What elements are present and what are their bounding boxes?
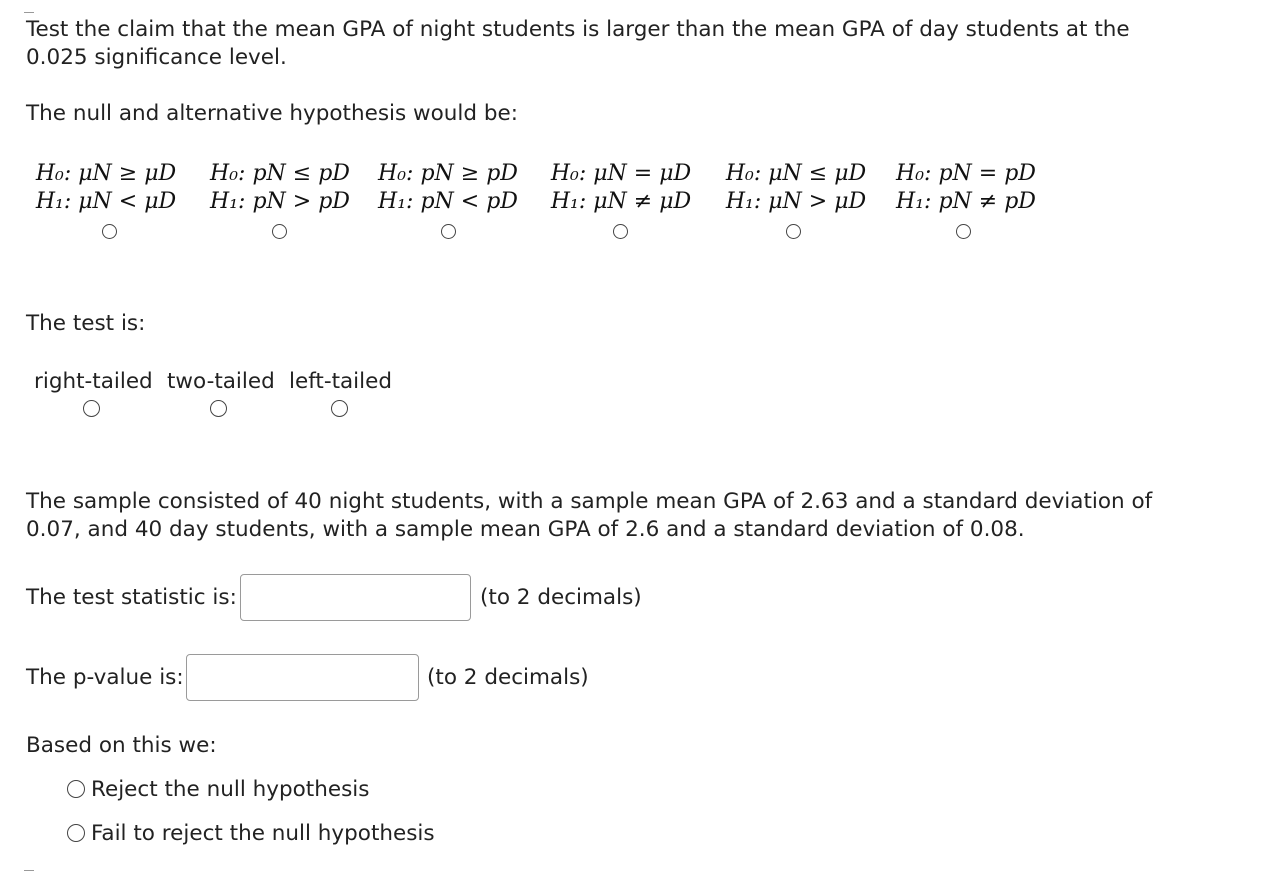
- hypothesis-3-radio[interactable]: [441, 224, 456, 239]
- test-option-left-tailed-radio[interactable]: [331, 400, 348, 417]
- bottom-edge-mark: [24, 870, 34, 871]
- sample-description-line-1: The sample consisted of 40 night students, with a sample mean GPA of 2.63 and a standard deviation of: [26, 489, 1153, 514]
- hypothesis-3-h1: H₁: pN < pD: [378, 189, 518, 214]
- p-value-label: The p-value is:: [26, 665, 184, 690]
- hypothesis-6-h1: H₁: pN ≠ pD: [896, 189, 1036, 214]
- hypothesis-4-h1: H₁: μN ≠ μD: [550, 189, 692, 214]
- test-statistic-hint: (to 2 decimals): [480, 585, 642, 610]
- test-type-heading: The test is:: [26, 311, 146, 336]
- hypothesis-4-radio[interactable]: [613, 224, 628, 239]
- hypothesis-2-radio[interactable]: [272, 224, 287, 239]
- question-prompt-line-2: 0.025 significance level.: [26, 45, 287, 70]
- test-statistic-label: The test statistic is:: [26, 585, 237, 610]
- test-option-right-tailed-radio[interactable]: [83, 400, 100, 417]
- hypothesis-3-h0: H₀: pN ≥ pD: [378, 161, 518, 186]
- hypothesis-heading: The null and alternative hypothesis would be:: [26, 101, 518, 126]
- test-option-right-tailed-label: right-tailed: [34, 369, 153, 394]
- hypothesis-2-h0: H₀: pN ≤ pD: [210, 161, 350, 186]
- conclusion-option-fail-to-reject[interactable]: [67, 820, 435, 848]
- hypothesis-1-h0: H₀: μN ≥ μD: [35, 161, 177, 186]
- conclusion-reject-label: Reject the null hypothesis: [91, 777, 370, 802]
- hypothesis-5-h0: H₀: μN ≤ μD: [725, 161, 867, 186]
- hypothesis-5-radio[interactable]: [786, 224, 801, 239]
- hypothesis-1-radio[interactable]: [102, 224, 117, 239]
- test-statistic-input[interactable]: [240, 574, 471, 621]
- hypothesis-5-h1: H₁: μN > μD: [725, 189, 867, 214]
- question-prompt-line-1: Test the claim that the mean GPA of night students is larger than the mean GPA of day students at the: [26, 17, 1130, 42]
- p-value-hint: (to 2 decimals): [427, 665, 589, 690]
- hypothesis-1-h1: H₁: μN < μD: [35, 189, 177, 214]
- conclusion-fail-to-reject-radio[interactable]: [67, 824, 85, 842]
- test-option-left-tailed-label: left-tailed: [289, 369, 393, 394]
- p-value-input[interactable]: [186, 654, 419, 701]
- top-edge-mark: [24, 12, 34, 13]
- hypothesis-6-radio[interactable]: [956, 224, 971, 239]
- hypothesis-6-h0: H₀: pN = pD: [896, 161, 1036, 186]
- test-option-two-tailed-label: two-tailed: [167, 369, 275, 394]
- test-option-two-tailed-radio[interactable]: [210, 400, 227, 417]
- sample-description-line-2: 0.07, and 40 day students, with a sample mean GPA of 2.6 and a standard deviation of 0.08.: [26, 517, 1025, 542]
- hypothesis-4-h0: H₀: μN = μD: [550, 161, 692, 186]
- conclusion-reject-radio[interactable]: [67, 780, 85, 798]
- conclusion-fail-to-reject-label: Fail to reject the null hypothesis: [91, 821, 435, 846]
- conclusion-option-reject[interactable]: [67, 776, 369, 804]
- conclusion-heading: Based on this we:: [26, 733, 217, 758]
- hypothesis-2-h1: H₁: pN > pD: [210, 189, 350, 214]
